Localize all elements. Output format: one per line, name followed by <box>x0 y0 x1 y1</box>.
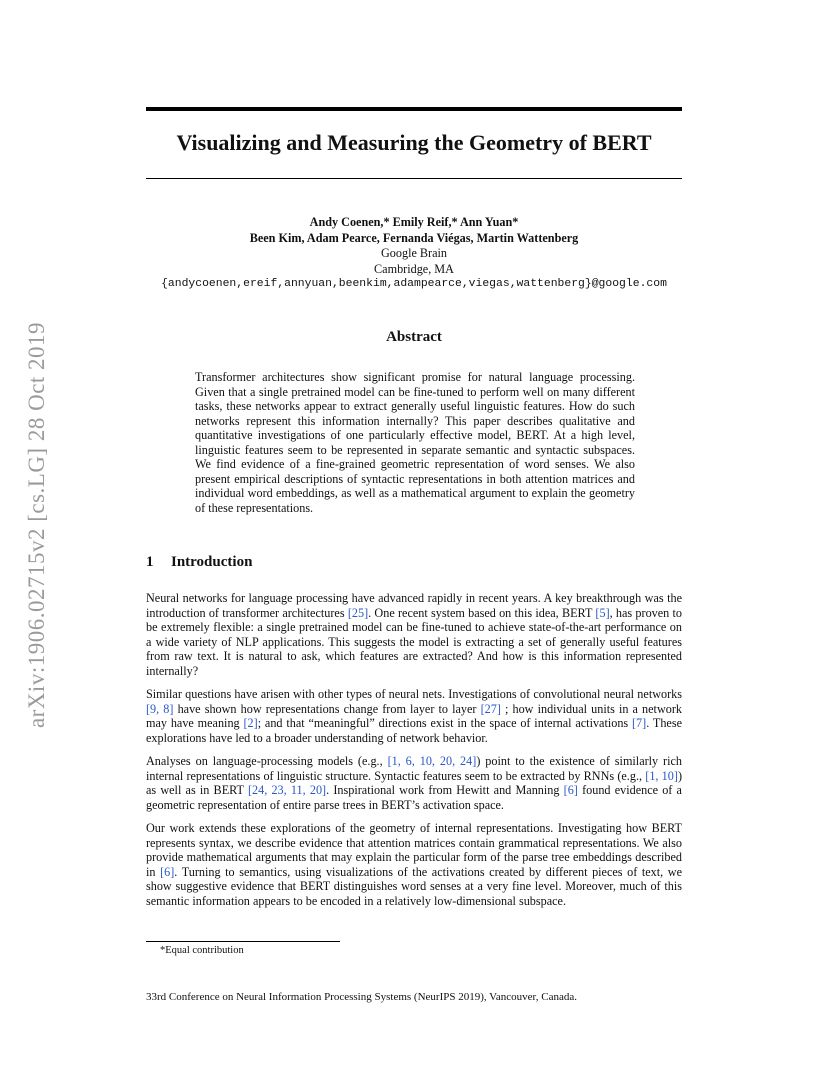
abstract-heading: Abstract <box>386 329 442 345</box>
section-title: Introduction <box>171 554 253 570</box>
citation-link[interactable]: [24, 23, 11, 20] <box>247 783 327 798</box>
paragraph-1 <box>146 591 682 679</box>
citation-link[interactable]: [5] <box>595 605 610 620</box>
section-number: 1 <box>146 554 154 570</box>
location: Cambridge, MA <box>374 261 454 276</box>
paragraph-text: , has proven to be extremely flexible: a single pretrained model can be fine-tuned to achieve state-of-the-art performance on a wide variety of NLP applications. This suggests the model is extracting a set of generally useful features from raw text. It is natural to ask, which features are extracted? And how is this information represented internally? <box>146 605 682 678</box>
footnote-rule <box>146 941 340 942</box>
arxiv-stamp-text: arXiv:1906.02715v2 [cs.LG] 28 Oct 2019 <box>24 321 49 729</box>
paragraph-text: found evidence of a geometric representation of entire parse trees in BERT’s activation space. <box>146 783 682 812</box>
paragraph-text: Our work extends these explorations of the geometry of internal representations. Investigating how BERT represents syntax, we describe evidence that attention matrices contain grammatical representations. We also provide mathematical arguments that may explain the particular form of the parse tree embeddings described in <box>146 821 682 879</box>
citation-link[interactable]: [25] <box>347 605 369 620</box>
author-line-1: Andy Coenen,* Emily Reif,* Ann Yuan* <box>309 215 519 229</box>
paragraph-text: . Turning to semantics, using visualizations of the activations created by different pieces of text, we show suggestive evidence that BERT distinguishes word senses at a very fine level. Moreover, much of this semantic information appears to be encoded in a relatively low-dimensional subspace. <box>146 864 682 908</box>
citation-link[interactable]: [6] <box>563 783 578 798</box>
citation-link[interactable]: [6] <box>160 864 175 879</box>
title-top-rule <box>146 107 682 111</box>
citation-link[interactable]: [27] <box>480 701 501 716</box>
paragraph-text: Similar questions have arisen with other types of neural nets. Investigations of convolutional neural networks <box>146 687 682 701</box>
affiliation: Google Brain <box>380 246 447 260</box>
paragraph-text: ; how individual units in a network may have meaning <box>146 701 682 731</box>
paragraph-text: . Inspirational work from Hewitt and Manning <box>326 783 564 798</box>
paragraph-text: . These explorations have led to a broader understanding of network behavior. <box>146 716 682 745</box>
paragraph-2 <box>146 687 682 745</box>
paragraph-text: . One recent system based on this idea, BERT <box>368 605 596 620</box>
paragraph-text: Analyses on language-processing models (e.g., <box>146 754 388 768</box>
citation-link[interactable]: [2] <box>243 716 258 731</box>
author-block <box>146 215 682 293</box>
abstract-text: Transformer architectures show significant promise for natural language processing. Given that a single pretrained model can be fine-tuned to perform well on many different tasks, these networks appear to extract generally useful linguistic features. How do such networks represent this information internally? This paper describes qualitative and quantitative investigations of one particularly effective model, BERT. At a high level, linguistic features seem to be represented in separate semantic and syntactic subspaces. We find evidence of a fine-grained geometric representation of word senses. We also present empirical descriptions of syntactic representations in both attention matrices and individual word embeddings, as well as a mathematical argument to explain the geometry of these representations. <box>195 370 635 515</box>
footnote: *Equal contribution <box>160 945 244 956</box>
paragraph-3 <box>146 754 682 812</box>
title-bottom-rule <box>146 178 682 179</box>
paragraph-text: have shown how representations change from layer to layer <box>173 701 481 716</box>
email-line: {andycoenen,ereif,annyuan,beenkim,adampearce,viegas,wattenberg}@google.com <box>161 278 667 290</box>
citation-link[interactable]: [1, 10] <box>645 768 678 783</box>
paragraph-text: Neural networks for language processing have advanced rapidly in recent years. A key breakthrough was the introduction of transformer architectures <box>146 591 682 620</box>
section-heading <box>146 554 252 571</box>
citation-link[interactable]: [1, 6, 10, 20, 24] <box>387 754 477 768</box>
citation-link[interactable]: [7] <box>632 716 647 731</box>
arxiv-stamp <box>20 290 54 760</box>
paragraph-text: ) point to the existence of similarly rich internal representations of linguistic structure. Syntactic features seem to be extracted by RNNs (e.g., <box>146 754 683 783</box>
paragraph-text: ) as well as in BERT <box>146 768 682 798</box>
citation-link[interactable]: [9, 8] <box>146 701 174 716</box>
paragraph-text: ; and that “meaningful” directions exist in the space of internal activations <box>257 716 632 731</box>
paper-title: Visualizing and Measuring the Geometry of BERT <box>176 130 652 155</box>
paragraph-4 <box>146 821 682 909</box>
conference-note: 33rd Conference on Neural Information Processing Systems (NeurIPS 2019), Vancouver, Canada. <box>146 991 578 1003</box>
author-line-2: Been Kim, Adam Pearce, Fernanda Viégas, Martin Wattenberg <box>249 230 579 245</box>
